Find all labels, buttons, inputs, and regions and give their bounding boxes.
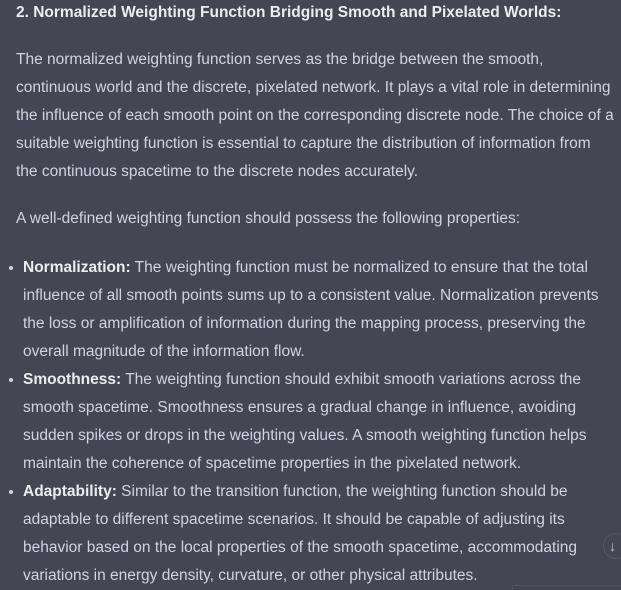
list-item-normalization xyxy=(0,254,615,366)
bullet-dot-icon xyxy=(9,266,13,270)
list-item-term: Adaptability: xyxy=(23,483,117,500)
list-item-adaptability xyxy=(0,478,615,590)
composer-edge xyxy=(512,585,621,590)
intro-paragraph: The normalized weighting function serves as the bridge between the smooth, continuous world and the discrete, pixelated network. It plays a vital role in determining the influence of each smooth point on the corresponding discrete node. The choice of a suitable weighting function is essential to capture the distribution of information from the continuous spacetime to the discrete nodes accurately. xyxy=(16,51,614,180)
list-item-text: The weighting function should exhibit smooth variations across the smooth spacetime. Smoothness ensures a gradual change in influence, avoiding sudden spikes or drops in the weighting values. A smooth weighting function helps maintain the coherence of spacetime properties in the pixelated network. xyxy=(23,371,587,472)
list-item-smoothness xyxy=(0,366,615,478)
properties-intro-paragraph: A well-defined weighting function should possess the following properties: xyxy=(16,210,521,227)
bullet-dot-icon xyxy=(9,490,13,494)
list-item-text: Similar to the transition function, the weighting function should be adaptable to different spacetime scenarios. It should be capable of adjusting its behavior based on the local properties of the smooth spacetime, accommodating variations in energy density, curvature, or other physical attributes. xyxy=(23,483,578,584)
properties-list xyxy=(0,254,621,590)
list-item-text: The weighting function must be normalized to ensure that the total influence of all smooth points sums up to a consistent value. Normalization prevents the loss or amplification of information during the mapping process, preserving the overall magnitude of the information flow. xyxy=(23,259,599,360)
section-heading: 2. Normalized Weighting Function Bridging Smooth and Pixelated Worlds: xyxy=(16,4,562,21)
list-item-term: Smoothness: xyxy=(23,371,122,388)
bullet-dot-icon xyxy=(9,378,13,382)
list-item-term: Normalization: xyxy=(23,259,131,276)
arrow-down-icon: ↓ xyxy=(609,538,616,554)
